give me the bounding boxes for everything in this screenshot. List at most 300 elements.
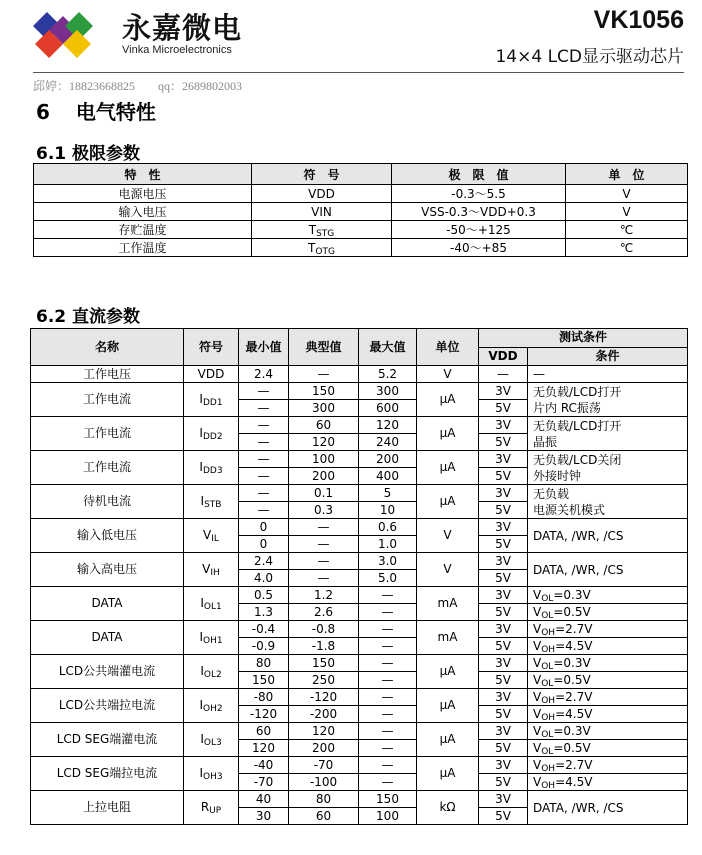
limits-unit: V: [566, 203, 688, 221]
dc-unit: V: [417, 366, 479, 383]
dc-min: -0.9: [239, 638, 289, 655]
dc-min: -0.4: [239, 621, 289, 638]
dc-sym: [184, 519, 239, 553]
dc-max: 0.6: [359, 519, 417, 536]
dc-vdd: 3V: [479, 383, 528, 400]
dc-typ: -200: [289, 706, 359, 723]
dc-sym-sub: DD1: [202, 398, 223, 408]
dc-cond-sub: OH: [541, 712, 556, 723]
dc-cond: DATA, /WR, /CS: [528, 553, 688, 587]
dc-min: 80: [239, 655, 289, 672]
dc-vdd: 3V: [479, 485, 528, 502]
dc-header-cond: 条件: [528, 347, 688, 366]
dc-cond-sub: OL: [541, 593, 554, 604]
dc-max: 3.0: [359, 553, 417, 570]
dc-max: 5: [359, 485, 417, 502]
dc-cond-var: V: [533, 774, 542, 789]
dc-cond: [528, 621, 688, 638]
dc-cond-sub: OH: [541, 780, 556, 791]
dc-cond-var: V: [533, 757, 542, 772]
dc-row: [31, 723, 688, 740]
dc-name: LCD SEG端拉电流: [31, 757, 184, 791]
dc-cond-val: =0.5V: [553, 740, 591, 755]
dc-sym-sub: DD3: [202, 466, 223, 476]
limits-unit: ℃: [566, 239, 688, 257]
dc-sym-sub: UP: [209, 806, 222, 816]
dc-max: —: [359, 672, 417, 689]
dc-min: -120: [239, 706, 289, 723]
dc-row: [31, 366, 688, 383]
dc-vdd: 3V: [479, 519, 528, 536]
limits-sym-base: VDD: [308, 186, 335, 201]
dc-cond-sub: OL: [541, 746, 554, 757]
dc-sym-base: VDD: [197, 366, 225, 381]
dc-vdd: 5V: [479, 638, 528, 655]
dc-min: 40: [239, 791, 289, 808]
dc-typ: —: [289, 366, 359, 383]
dc-table: [30, 328, 688, 825]
limits-sym: [252, 185, 392, 203]
dc-cond: [528, 689, 688, 706]
dc-min: -70: [239, 774, 289, 791]
dc-cond-sub: OL: [541, 678, 554, 689]
limits-sym: [252, 203, 392, 221]
dc-sym-base: I: [200, 596, 204, 610]
dc-vdd: 5V: [479, 706, 528, 723]
dc-min: 4.0: [239, 570, 289, 587]
dc-typ: 60: [289, 808, 359, 825]
dc-max: —: [359, 638, 417, 655]
dc-max: 5.0: [359, 570, 417, 587]
dc-unit: kΩ: [417, 791, 479, 825]
dc-cond-sub: OH: [541, 627, 556, 638]
dc-max: —: [359, 723, 417, 740]
dc-max: 10: [359, 502, 417, 519]
limits-header: 极 限 值: [392, 164, 566, 185]
dc-vdd: 3V: [479, 587, 528, 604]
limits-name: 工作温度: [34, 239, 252, 257]
dc-min: 150: [239, 672, 289, 689]
contact-line: [33, 77, 242, 94]
dc-min: —: [239, 400, 289, 417]
dc-cond-val: =0.3V: [553, 655, 591, 670]
dc-max: —: [359, 587, 417, 604]
dc-cond: [528, 672, 688, 689]
limits-unit: ℃: [566, 221, 688, 239]
dc-typ: 100: [289, 451, 359, 468]
dc-sym: [184, 723, 239, 757]
dc-typ: 120: [289, 723, 359, 740]
section-number: 6: [36, 100, 50, 124]
dc-typ: —: [289, 536, 359, 553]
dc-sym-sub: IL: [211, 534, 219, 544]
dc-name: LCD公共端灌电流: [31, 655, 184, 689]
limits-name: 输入电压: [34, 203, 252, 221]
dc-sym: [184, 383, 239, 417]
limits-name: 存贮温度: [34, 221, 252, 239]
limits-row: [34, 239, 688, 257]
dc-max: 600: [359, 400, 417, 417]
limits-value: -0.3～5.5: [392, 185, 566, 203]
dc-name: DATA: [31, 621, 184, 655]
dc-cond: DATA, /WR, /CS: [528, 791, 688, 825]
dc-cond: 无负载/LCD打开 片内 RC振荡: [528, 383, 688, 417]
dc-sym-base: V: [202, 562, 211, 576]
dc-cond-val: =0.3V: [553, 723, 591, 738]
dc-cond: [528, 757, 688, 774]
dc-sym: [184, 417, 239, 451]
dc-cond: [528, 655, 688, 672]
dc-vdd: 5V: [479, 740, 528, 757]
dc-sym-base: I: [199, 460, 203, 474]
dc-unit: μA: [417, 485, 479, 519]
dc-cond: [528, 706, 688, 723]
dc-max: —: [359, 774, 417, 791]
dc-cond: [528, 723, 688, 740]
dc-unit: μA: [417, 451, 479, 485]
dc-min: —: [239, 485, 289, 502]
dc-cond-sub: OL: [541, 661, 554, 672]
dc-header-name: 名称: [31, 329, 184, 366]
dc-typ: 80: [289, 791, 359, 808]
dc-typ: -100: [289, 774, 359, 791]
limits-value: -40～+85: [392, 239, 566, 257]
limits-sym-base: T: [308, 222, 317, 237]
dc-header-sym: 符号: [184, 329, 239, 366]
dc-min: -40: [239, 757, 289, 774]
limits-sym-base: VIN: [311, 204, 332, 219]
dc-name: 输入低电压: [31, 519, 184, 553]
dc-typ: 200: [289, 468, 359, 485]
dc-sym-base: I: [199, 698, 203, 712]
dc-cond: [528, 638, 688, 655]
dc-cond: 无负载/LCD打开 晶振: [528, 417, 688, 451]
dc-cond-var: V: [533, 604, 542, 619]
limits-sym-base: T: [308, 240, 316, 255]
dc-cond-val: =2.7V: [555, 621, 593, 636]
dc-row: [31, 689, 688, 706]
dc-sym-sub: OH3: [202, 772, 223, 782]
dc-max: —: [359, 655, 417, 672]
dc-min: 0.5: [239, 587, 289, 604]
dc-unit: μA: [417, 689, 479, 723]
dc-cond-sub: OL: [541, 729, 554, 740]
dc-cond-var: V: [533, 672, 542, 687]
dc-cond-val: =2.7V: [555, 689, 593, 704]
limits-header: 单 位: [566, 164, 688, 185]
limits-heading: 6.1 极限参数: [36, 144, 141, 164]
dc-header-typ: 典型值: [289, 329, 359, 366]
dc-sym-base: R: [200, 800, 210, 814]
dc-sym-sub: OL1: [203, 602, 222, 612]
dc-row: [31, 417, 688, 434]
dc-min: -80: [239, 689, 289, 706]
dc-header-vdd: VDD: [479, 347, 528, 366]
dc-min: 120: [239, 740, 289, 757]
dc-sym: [184, 791, 239, 825]
dc-name: LCD公共端拉电流: [31, 689, 184, 723]
dc-unit: μA: [417, 723, 479, 757]
dc-row: [31, 791, 688, 808]
dc-vdd: 3V: [479, 723, 528, 740]
dc-vdd: 5V: [479, 434, 528, 451]
dc-name: 工作电压: [31, 366, 184, 383]
dc-cond-var: V: [533, 723, 542, 738]
dc-row: [31, 451, 688, 468]
dc-typ: 150: [289, 383, 359, 400]
dc-cond-var: V: [533, 655, 542, 670]
dc-typ: —: [289, 519, 359, 536]
dc-min: —: [239, 468, 289, 485]
dc-cond: [528, 740, 688, 757]
dc-max: 200: [359, 451, 417, 468]
dc-cond-var: V: [533, 638, 542, 653]
dc-header-test: 测试条件: [479, 329, 688, 348]
brand-name-cn: 永嘉微电: [122, 11, 243, 45]
dc-vdd: 3V: [479, 451, 528, 468]
dc-cond-sub: OH: [541, 644, 556, 655]
dc-cond: [528, 774, 688, 791]
dc-typ: 0.1: [289, 485, 359, 502]
dc-unit: μA: [417, 417, 479, 451]
dc-vdd: 5V: [479, 502, 528, 519]
dc-name: 工作电流: [31, 383, 184, 417]
dc-min: —: [239, 451, 289, 468]
dc-cond: 无负载 电源关机模式: [528, 485, 688, 519]
dc-cond: DATA, /WR, /CS: [528, 519, 688, 553]
dc-vdd: —: [479, 366, 528, 383]
limits-value: VSS-0.3～VDD+0.3: [392, 203, 566, 221]
dc-row: [31, 383, 688, 400]
dc-vdd: 3V: [479, 621, 528, 638]
dc-max: —: [359, 621, 417, 638]
dc-unit: V: [417, 553, 479, 587]
dc-cond-val: =4.5V: [555, 774, 593, 789]
limits-row: [34, 185, 688, 203]
dc-typ: —: [289, 553, 359, 570]
limits-sym-sub: OTG: [315, 246, 335, 257]
dc-sym-sub: DD2: [202, 432, 223, 442]
dc-vdd: 3V: [479, 655, 528, 672]
dc-row: [31, 655, 688, 672]
dc-max: 400: [359, 468, 417, 485]
dc-name: DATA: [31, 587, 184, 621]
dc-max: 5.2: [359, 366, 417, 383]
dc-vdd: 3V: [479, 757, 528, 774]
dc-cond-val: =0.3V: [553, 587, 591, 602]
vinka-logo: [33, 12, 93, 58]
dc-max: 100: [359, 808, 417, 825]
limits-row: [34, 203, 688, 221]
dc-max: —: [359, 604, 417, 621]
dc-cond-val: =0.5V: [553, 604, 591, 619]
dc-sym-sub: OH2: [202, 704, 223, 714]
dc-typ: 60: [289, 417, 359, 434]
limits-sym: [252, 239, 392, 257]
dc-vdd: 3V: [479, 791, 528, 808]
dc-min: —: [239, 383, 289, 400]
dc-vdd: 3V: [479, 689, 528, 706]
dc-sym-sub: IH: [210, 568, 220, 578]
dc-max: —: [359, 689, 417, 706]
dc-cond-sub: OH: [541, 763, 556, 774]
dc-sym-base: I: [199, 392, 203, 406]
dc-max: —: [359, 740, 417, 757]
dc-name: 上拉电阻: [31, 791, 184, 825]
dc-max: 150: [359, 791, 417, 808]
limits-sym: [252, 221, 392, 239]
dc-cond-sub: OL: [541, 610, 554, 621]
dc-cond-val: =4.5V: [555, 638, 593, 653]
dc-header-unit: 单位: [417, 329, 479, 366]
dc-typ: -1.8: [289, 638, 359, 655]
dc-sym-base: V: [203, 528, 212, 542]
dc-typ: —: [289, 570, 359, 587]
dc-min: —: [239, 434, 289, 451]
dc-max: 240: [359, 434, 417, 451]
dc-vdd: 3V: [479, 417, 528, 434]
dc-min: 60: [239, 723, 289, 740]
dc-unit: V: [417, 519, 479, 553]
dc-max: 300: [359, 383, 417, 400]
dc-typ: 150: [289, 655, 359, 672]
dc-typ: 200: [289, 740, 359, 757]
dc-sym-base: I: [199, 426, 203, 440]
contact-name: 邱婷：18823668825: [33, 79, 136, 93]
dc-cond-val: =2.7V: [555, 757, 593, 772]
dc-typ: -120: [289, 689, 359, 706]
limits-value: -50～+125: [392, 221, 566, 239]
dc-cond-var: V: [533, 621, 542, 636]
contact-qq: qq：2689802003: [158, 79, 243, 93]
dc-typ: 0.3: [289, 502, 359, 519]
dc-heading: 6.2 直流参数: [36, 307, 141, 327]
dc-row: [31, 621, 688, 638]
dc-row: [31, 485, 688, 502]
dc-cond: [528, 587, 688, 604]
dc-cond-var: V: [533, 689, 542, 704]
limits-row: [34, 221, 688, 239]
dc-sym-sub: OL2: [203, 670, 222, 680]
dc-vdd: 5V: [479, 774, 528, 791]
model-number: VK1056: [593, 6, 684, 34]
dc-vdd: 5V: [479, 400, 528, 417]
dc-typ: 2.6: [289, 604, 359, 621]
dc-unit: μA: [417, 757, 479, 791]
dc-min: 0: [239, 519, 289, 536]
dc-sym: [184, 587, 239, 621]
dc-cond: 无负载/LCD关闭 外接时钟: [528, 451, 688, 485]
dc-min: 1.3: [239, 604, 289, 621]
dc-name: 工作电流: [31, 451, 184, 485]
dc-sym-sub: OH1: [202, 636, 223, 646]
dc-unit: μA: [417, 383, 479, 417]
dc-cond: [528, 604, 688, 621]
dc-sym: [184, 366, 239, 383]
dc-typ: 300: [289, 400, 359, 417]
dc-name: 待机电流: [31, 485, 184, 519]
dc-sym: [184, 451, 239, 485]
dc-sym-sub: OL3: [203, 738, 222, 748]
dc-max: —: [359, 757, 417, 774]
dc-unit: μA: [417, 655, 479, 689]
dc-cond-sub: OH: [541, 695, 556, 706]
dc-typ: -0.8: [289, 621, 359, 638]
dc-min: —: [239, 502, 289, 519]
dc-sym-sub: STB: [204, 500, 222, 510]
dc-max: 1.0: [359, 536, 417, 553]
dc-cond: —: [528, 366, 688, 383]
limits-name: 电源电压: [34, 185, 252, 203]
dc-sym: [184, 485, 239, 519]
dc-sym: [184, 553, 239, 587]
dc-vdd: 5V: [479, 604, 528, 621]
section-title: 电气特性: [75, 100, 156, 124]
dc-unit: mA: [417, 587, 479, 621]
dc-name: 输入高电压: [31, 553, 184, 587]
section-heading: [36, 96, 156, 125]
dc-header-min: 最小值: [239, 329, 289, 366]
dc-sym: [184, 689, 239, 723]
dc-row: [31, 757, 688, 774]
limits-table: [33, 163, 688, 257]
dc-min: —: [239, 417, 289, 434]
dc-sym-base: I: [200, 732, 204, 746]
dc-unit: mA: [417, 621, 479, 655]
dc-cond-var: V: [533, 740, 542, 755]
dc-sym: [184, 655, 239, 689]
dc-typ: 250: [289, 672, 359, 689]
limits-sym-sub: STG: [316, 228, 335, 239]
dc-min: 30: [239, 808, 289, 825]
dc-min: 2.4: [239, 366, 289, 383]
brand-name-en: Vinka Microelectronics: [122, 44, 232, 56]
dc-vdd: 5V: [479, 536, 528, 553]
dc-row: [31, 553, 688, 570]
dc-row: [31, 587, 688, 604]
dc-vdd: 5V: [479, 672, 528, 689]
dc-sym-base: I: [199, 766, 203, 780]
dc-sym: [184, 621, 239, 655]
dc-sym-base: I: [200, 664, 204, 678]
dc-max: —: [359, 706, 417, 723]
dc-sym-base: I: [199, 630, 203, 644]
dc-vdd: 5V: [479, 468, 528, 485]
dc-vdd: 5V: [479, 808, 528, 825]
dc-row: [31, 519, 688, 536]
dc-sym-base: I: [200, 494, 205, 508]
limits-header: 符 号: [252, 164, 392, 185]
dc-typ: -70: [289, 757, 359, 774]
dc-vdd: 5V: [479, 570, 528, 587]
dc-cond-val: =0.5V: [553, 672, 591, 687]
dc-min: 2.4: [239, 553, 289, 570]
dc-name: LCD SEG端灌电流: [31, 723, 184, 757]
dc-cond-val: =4.5V: [555, 706, 593, 721]
limits-unit: V: [566, 185, 688, 203]
dc-vdd: 3V: [479, 553, 528, 570]
dc-cond-var: V: [533, 587, 542, 602]
dc-header-max: 最大值: [359, 329, 417, 366]
dc-min: 0: [239, 536, 289, 553]
dc-cond-var: V: [533, 706, 542, 721]
document-subtitle: 14×4 LCD显示驱动芯片: [495, 47, 684, 67]
dc-name: 工作电流: [31, 417, 184, 451]
dc-sym: [184, 757, 239, 791]
dc-typ: 120: [289, 434, 359, 451]
header-divider: [33, 72, 684, 73]
dc-typ: 1.2: [289, 587, 359, 604]
